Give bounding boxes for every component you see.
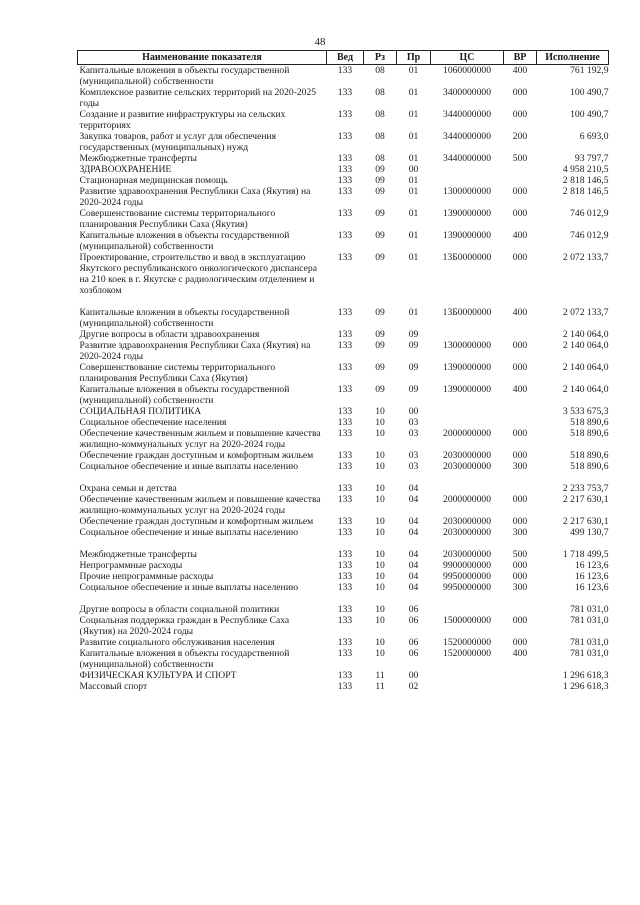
table-row xyxy=(78,428,609,450)
row-pr: 04 xyxy=(408,516,419,527)
row-name: Развитие здравоохранения Республики Саха (Якутия) на 2020-2024 годы xyxy=(79,340,311,362)
row-ved: 133 xyxy=(337,230,353,241)
row-execution: 2 818 146,5 xyxy=(562,175,609,186)
table-row xyxy=(78,131,609,153)
row-ved: 133 xyxy=(337,109,353,120)
table-body xyxy=(78,65,609,693)
row-spacer xyxy=(78,538,609,549)
row-rz: 09 xyxy=(375,252,385,263)
row-pr: 09 xyxy=(408,362,419,373)
row-vr: 000 xyxy=(512,571,528,582)
row-ved: 133 xyxy=(337,186,353,197)
row-rz: 10 xyxy=(375,406,385,417)
row-vr: 400 xyxy=(512,307,528,318)
row-name: Комплексное развитие сельских территорий на 2020-2025 годы xyxy=(79,87,317,109)
row-execution: 499 130,7 xyxy=(570,527,609,538)
row-ved: 133 xyxy=(337,681,353,692)
row-execution: 2 233 753,7 xyxy=(562,483,609,494)
row-vr xyxy=(504,670,537,681)
table-row xyxy=(78,560,609,571)
row-ved: 133 xyxy=(337,406,353,417)
row-pr: 03 xyxy=(408,428,419,439)
row-cs: 1390000000 xyxy=(443,208,491,219)
row-rz: 10 xyxy=(375,417,385,428)
row-execution: 781 031,0 xyxy=(570,648,609,659)
row-pr: 01 xyxy=(408,208,419,219)
row-pr: 09 xyxy=(408,329,419,340)
row-name: Закупка товаров, работ и услуг для обеспечения государственных (муниципальных) нужд xyxy=(79,131,277,153)
row-vr: 000 xyxy=(512,494,528,505)
table-row xyxy=(78,208,609,230)
row-cs: 1390000000 xyxy=(443,362,491,373)
row-execution: 100 490,7 xyxy=(570,87,609,98)
row-vr: 500 xyxy=(512,549,528,560)
row-ved: 133 xyxy=(337,549,353,560)
row-vr: 400 xyxy=(512,648,528,659)
row-cs: 13Б0000000 xyxy=(442,252,492,263)
row-cs xyxy=(431,329,504,340)
row-ved: 133 xyxy=(337,615,353,626)
row-execution: 1 718 499,5 xyxy=(562,549,609,560)
row-execution: 2 818 146,5 xyxy=(562,186,609,197)
row-execution: 2 140 064,0 xyxy=(562,362,609,373)
row-cs: 2000000000 xyxy=(443,428,491,439)
row-pr: 01 xyxy=(408,175,419,186)
row-cs xyxy=(431,681,504,692)
row-rz: 09 xyxy=(375,164,385,175)
row-name: Развитие социального обслуживания населения xyxy=(79,637,275,648)
row-vr xyxy=(504,329,537,340)
row-rz: 09 xyxy=(375,186,385,197)
row-pr: 01 xyxy=(408,65,419,76)
row-name: Капитальные вложения в объекты государственной (муниципальной) собственности xyxy=(79,307,290,329)
header-name: Наименование показателя xyxy=(78,51,327,65)
row-ved: 133 xyxy=(337,637,353,648)
row-rz: 09 xyxy=(375,208,385,219)
row-cs: 1300000000 xyxy=(443,186,491,197)
table-row xyxy=(78,604,609,615)
row-rz: 11 xyxy=(375,670,385,681)
row-pr: 09 xyxy=(408,384,419,395)
table-row xyxy=(78,307,609,329)
row-rz: 10 xyxy=(375,560,385,571)
row-cs xyxy=(431,175,504,186)
row-ved: 133 xyxy=(337,571,353,582)
row-execution: 746 012,9 xyxy=(570,230,609,241)
row-vr xyxy=(504,681,537,692)
row-rz: 09 xyxy=(375,340,385,351)
row-rz: 09 xyxy=(375,329,385,340)
header-rz: Рз xyxy=(364,51,397,65)
row-name: Обеспечение граждан доступным и комфортным жильем xyxy=(79,450,314,461)
row-cs: 3400000000 xyxy=(443,87,491,98)
row-name: Охрана семьи и детства xyxy=(79,483,177,494)
row-spacer xyxy=(78,296,609,307)
row-rz: 08 xyxy=(375,87,385,98)
row-rz: 10 xyxy=(375,516,385,527)
table-row xyxy=(78,65,609,88)
row-name: Совершенствование системы территориального планирования Республики Саха (Якутия) xyxy=(79,362,276,384)
row-name: Социальное обеспечение и иные выплаты населению xyxy=(79,527,298,538)
table-row xyxy=(78,87,609,109)
table-row xyxy=(78,164,609,175)
row-pr: 04 xyxy=(408,582,419,593)
row-name: Межбюджетные трансферты xyxy=(79,549,197,560)
row-rz: 10 xyxy=(375,604,385,615)
row-name: Массовый спорт xyxy=(79,681,148,692)
row-execution: 2 072 133,7 xyxy=(562,307,609,318)
row-pr: 00 xyxy=(408,406,419,417)
table-row xyxy=(78,461,609,472)
row-ved: 133 xyxy=(337,362,353,373)
row-execution: 2 217 630,1 xyxy=(562,494,609,505)
row-ved: 133 xyxy=(337,461,353,472)
row-ved: 133 xyxy=(337,340,353,351)
row-ved: 133 xyxy=(337,329,353,340)
row-vr: 000 xyxy=(512,252,528,263)
row-vr: 000 xyxy=(512,516,528,527)
row-execution: 518 890,6 xyxy=(570,461,609,472)
row-pr: 01 xyxy=(408,252,419,263)
row-pr: 06 xyxy=(408,615,419,626)
table-row xyxy=(78,340,609,362)
row-pr: 02 xyxy=(408,681,419,692)
table-row xyxy=(78,615,609,637)
row-cs: 1520000000 xyxy=(443,648,491,659)
row-vr xyxy=(504,483,537,494)
row-ved: 133 xyxy=(337,175,353,186)
row-cs: 3440000000 xyxy=(443,153,491,164)
row-rz: 09 xyxy=(375,175,385,186)
row-rz: 10 xyxy=(375,450,385,461)
row-pr: 01 xyxy=(408,307,419,318)
row-rz: 10 xyxy=(375,483,385,494)
row-vr: 000 xyxy=(512,428,528,439)
table-row xyxy=(78,681,609,692)
row-name: Развитие здравоохранения Республики Саха (Якутия) на 2020-2024 годы xyxy=(79,186,311,208)
row-ved: 133 xyxy=(337,483,353,494)
row-execution: 518 890,6 xyxy=(570,450,609,461)
row-cs: 2030000000 xyxy=(443,450,491,461)
row-vr: 000 xyxy=(512,109,528,120)
row-pr: 03 xyxy=(408,417,419,428)
row-rz: 09 xyxy=(375,230,385,241)
row-ved: 133 xyxy=(337,604,353,615)
row-vr: 000 xyxy=(512,637,528,648)
row-rz: 09 xyxy=(375,362,385,373)
row-ved: 133 xyxy=(337,208,353,219)
row-execution: 761 192,9 xyxy=(570,65,609,76)
row-name: Другие вопросы в области социальной политики xyxy=(79,604,280,615)
header-vr: ВР xyxy=(504,51,537,65)
row-ved: 133 xyxy=(337,87,353,98)
row-name: Социальное обеспечение и иные выплаты населению xyxy=(79,582,298,593)
table-row xyxy=(78,175,609,186)
row-cs: 2030000000 xyxy=(443,549,491,560)
row-pr: 03 xyxy=(408,461,419,472)
spacer-cell xyxy=(78,538,609,549)
row-execution: 781 031,0 xyxy=(570,637,609,648)
row-name: ЗДРАВООХРАНЕНИЕ xyxy=(79,164,172,175)
table-row xyxy=(78,450,609,461)
row-rz: 10 xyxy=(375,527,385,538)
row-cs: 1390000000 xyxy=(443,230,491,241)
row-ved: 133 xyxy=(337,560,353,571)
row-rz: 09 xyxy=(375,307,385,318)
row-ved: 133 xyxy=(337,516,353,527)
row-name: Стационарная медицинская помощь xyxy=(79,175,228,186)
row-spacer xyxy=(78,593,609,604)
row-ved: 133 xyxy=(337,527,353,538)
row-pr: 01 xyxy=(408,230,419,241)
row-vr xyxy=(504,175,537,186)
row-cs: 3440000000 xyxy=(443,109,491,120)
row-ved: 133 xyxy=(337,65,353,76)
table-row xyxy=(78,549,609,560)
row-vr: 300 xyxy=(512,582,528,593)
row-ved: 133 xyxy=(337,384,353,395)
row-name: Обеспечение качественным жильем и повышение качества жилищно-коммунальных услуг на 2020-2024 годы xyxy=(79,494,321,516)
table-row xyxy=(78,406,609,417)
row-vr: 000 xyxy=(512,186,528,197)
table-row xyxy=(78,109,609,131)
row-pr: 01 xyxy=(408,153,419,164)
row-rz: 09 xyxy=(375,384,385,395)
row-name: Обеспечение граждан доступным и комфортным жильем xyxy=(79,516,314,527)
row-pr: 04 xyxy=(408,494,419,505)
row-name: Обеспечение качественным жильем и повышение качества жилищно-коммунальных услуг на 2020-2024 годы xyxy=(79,428,321,450)
row-rz: 10 xyxy=(375,461,385,472)
table-row xyxy=(78,527,609,538)
table-row xyxy=(78,670,609,681)
row-ved: 133 xyxy=(337,428,353,439)
row-execution: 6 693,0 xyxy=(579,131,609,142)
row-vr: 400 xyxy=(512,230,528,241)
row-name: Совершенствование системы территориального планирования Республики Саха (Якутия) xyxy=(79,208,276,230)
row-pr: 04 xyxy=(408,527,419,538)
row-rz: 10 xyxy=(375,582,385,593)
row-execution: 781 031,0 xyxy=(570,615,609,626)
row-vr: 000 xyxy=(512,87,528,98)
row-name: Проектирование, строительство и ввод в эксплуатацию Якутского республиканского онкологического диспансера на 210 коек в г. Якутске с радиологическим отделением и хозблоком xyxy=(79,252,317,296)
row-rz: 10 xyxy=(375,494,385,505)
row-ved: 133 xyxy=(337,307,353,318)
table-header-row xyxy=(78,51,609,65)
row-execution: 2 140 064,0 xyxy=(562,340,609,351)
row-ved: 133 xyxy=(337,164,353,175)
row-rz: 10 xyxy=(375,549,385,560)
row-execution: 781 031,0 xyxy=(570,604,609,615)
spacer-cell xyxy=(78,472,609,483)
row-execution: 1 296 618,3 xyxy=(562,670,609,681)
row-rz: 10 xyxy=(375,637,385,648)
row-cs: 2030000000 xyxy=(443,461,491,472)
row-pr: 01 xyxy=(408,109,419,120)
table-row xyxy=(78,230,609,252)
table-row xyxy=(78,186,609,208)
row-cs: 1390000000 xyxy=(443,384,491,395)
row-cs xyxy=(431,406,504,417)
row-vr: 000 xyxy=(512,450,528,461)
row-execution: 2 217 630,1 xyxy=(562,516,609,527)
row-ved: 133 xyxy=(337,131,353,142)
row-cs: 2030000000 xyxy=(443,527,491,538)
row-cs xyxy=(431,604,504,615)
row-cs: 1060000000 xyxy=(443,65,491,76)
row-vr: 500 xyxy=(512,153,528,164)
row-vr: 000 xyxy=(512,362,528,373)
row-pr: 00 xyxy=(408,164,419,175)
row-rz: 08 xyxy=(375,131,385,142)
row-ved: 133 xyxy=(337,153,353,164)
row-cs: 2000000000 xyxy=(443,494,491,505)
row-name: Социальное обеспечение и иные выплаты населению xyxy=(79,461,298,472)
row-cs: 1500000000 xyxy=(443,615,491,626)
row-name: Непрограммные расходы xyxy=(79,560,183,571)
row-ved: 133 xyxy=(337,670,353,681)
row-execution: 518 890,6 xyxy=(570,417,609,428)
row-rz: 10 xyxy=(375,571,385,582)
row-vr xyxy=(504,164,537,175)
row-ved: 133 xyxy=(337,648,353,659)
row-rz: 10 xyxy=(375,648,385,659)
row-name: Капитальные вложения в объекты государственной (муниципальной) собственности xyxy=(79,384,290,406)
row-name: Социальное обеспечение населения xyxy=(79,417,227,428)
row-pr: 04 xyxy=(408,571,419,582)
row-vr: 200 xyxy=(512,131,528,142)
row-vr: 400 xyxy=(512,65,528,76)
row-cs xyxy=(431,670,504,681)
row-vr xyxy=(504,604,537,615)
header-cs: ЦС xyxy=(431,51,504,65)
row-pr: 06 xyxy=(408,604,419,615)
table-row xyxy=(78,582,609,593)
spacer-cell xyxy=(78,296,609,307)
table-row xyxy=(78,637,609,648)
row-spacer xyxy=(78,472,609,483)
table-row xyxy=(78,252,609,296)
row-rz: 08 xyxy=(375,153,385,164)
row-cs: 3440000000 xyxy=(443,131,491,142)
row-name: Прочие непрограммные расходы xyxy=(79,571,214,582)
row-name: Капитальные вложения в объекты государственной (муниципальной) собственности xyxy=(79,230,290,252)
row-pr: 04 xyxy=(408,560,419,571)
table-row xyxy=(78,153,609,164)
row-vr: 000 xyxy=(512,560,528,571)
table-row xyxy=(78,362,609,384)
header-ved: Вед xyxy=(327,51,364,65)
row-vr: 000 xyxy=(512,340,528,351)
row-name: Социальная поддержка граждан в Республике Саха (Якутия) на 2020-2024 годы xyxy=(79,615,290,637)
row-ved: 133 xyxy=(337,494,353,505)
row-cs: 1520000000 xyxy=(443,637,491,648)
row-cs: 9950000000 xyxy=(443,582,491,593)
row-name: ФИЗИЧЕСКАЯ КУЛЬТУРА И СПОРТ xyxy=(79,670,237,681)
row-execution: 1 296 618,3 xyxy=(562,681,609,692)
row-name: Капитальные вложения в объекты государственной (муниципальной) собственности xyxy=(79,65,290,87)
row-pr: 04 xyxy=(408,483,419,494)
row-execution: 3 533 675,3 xyxy=(562,406,609,417)
row-cs: 13Б0000000 xyxy=(442,307,492,318)
row-pr: 01 xyxy=(408,131,419,142)
row-name: Межбюджетные трансферты xyxy=(79,153,197,164)
row-pr: 01 xyxy=(408,87,419,98)
spacer-cell xyxy=(78,593,609,604)
row-vr: 300 xyxy=(512,461,528,472)
row-pr: 06 xyxy=(408,637,419,648)
row-execution: 100 490,7 xyxy=(570,109,609,120)
row-execution: 2 072 133,7 xyxy=(562,252,609,263)
header-pr: Пр xyxy=(397,51,431,65)
row-cs xyxy=(431,164,504,175)
row-cs xyxy=(431,417,504,428)
table-row xyxy=(78,329,609,340)
row-rz: 11 xyxy=(375,681,385,692)
row-vr xyxy=(504,406,537,417)
page-number: 48 xyxy=(314,36,326,48)
row-ved: 133 xyxy=(337,252,353,263)
budget-table xyxy=(77,50,609,692)
row-vr: 400 xyxy=(512,384,528,395)
row-rz: 08 xyxy=(375,109,385,120)
row-name: СОЦИАЛЬНАЯ ПОЛИТИКА xyxy=(79,406,202,417)
row-vr: 000 xyxy=(512,615,528,626)
row-name: Создание и развитие инфраструктуры на сельских территориях xyxy=(79,109,286,131)
row-execution: 16 123,6 xyxy=(574,560,609,571)
row-pr: 04 xyxy=(408,549,419,560)
row-pr: 09 xyxy=(408,340,419,351)
table-row xyxy=(78,571,609,582)
row-cs: 9900000000 xyxy=(443,560,491,571)
row-vr: 300 xyxy=(512,527,528,538)
row-pr: 00 xyxy=(408,670,419,681)
header-execution: Исполнение xyxy=(537,51,609,65)
row-pr: 06 xyxy=(408,648,419,659)
row-rz: 10 xyxy=(375,428,385,439)
row-cs xyxy=(431,483,504,494)
row-execution: 16 123,6 xyxy=(574,582,609,593)
row-pr: 03 xyxy=(408,450,419,461)
row-execution: 746 012,9 xyxy=(570,208,609,219)
row-cs: 9950000000 xyxy=(443,571,491,582)
row-vr: 000 xyxy=(512,208,528,219)
row-ved: 133 xyxy=(337,417,353,428)
table-row xyxy=(78,417,609,428)
table-row xyxy=(78,384,609,406)
row-execution: 518 890,6 xyxy=(570,428,609,439)
row-execution: 2 140 064,0 xyxy=(562,384,609,395)
table-row xyxy=(78,648,609,670)
row-ved: 133 xyxy=(337,582,353,593)
row-name: Другие вопросы в области здравоохранения xyxy=(79,329,260,340)
row-execution: 93 797,7 xyxy=(574,153,609,164)
row-execution: 4 958 210,5 xyxy=(562,164,609,175)
row-name: Капитальные вложения в объекты государственной (муниципальной) собственности xyxy=(79,648,290,670)
row-ved: 133 xyxy=(337,450,353,461)
row-rz: 08 xyxy=(375,65,385,76)
row-execution: 2 140 064,0 xyxy=(562,329,609,340)
row-rz: 10 xyxy=(375,615,385,626)
row-execution: 16 123,6 xyxy=(574,571,609,582)
table-row xyxy=(78,516,609,527)
row-vr xyxy=(504,417,537,428)
table-row xyxy=(78,483,609,494)
table-row xyxy=(78,494,609,516)
row-cs: 2030000000 xyxy=(443,516,491,527)
row-cs: 1300000000 xyxy=(443,340,491,351)
row-pr: 01 xyxy=(408,186,419,197)
